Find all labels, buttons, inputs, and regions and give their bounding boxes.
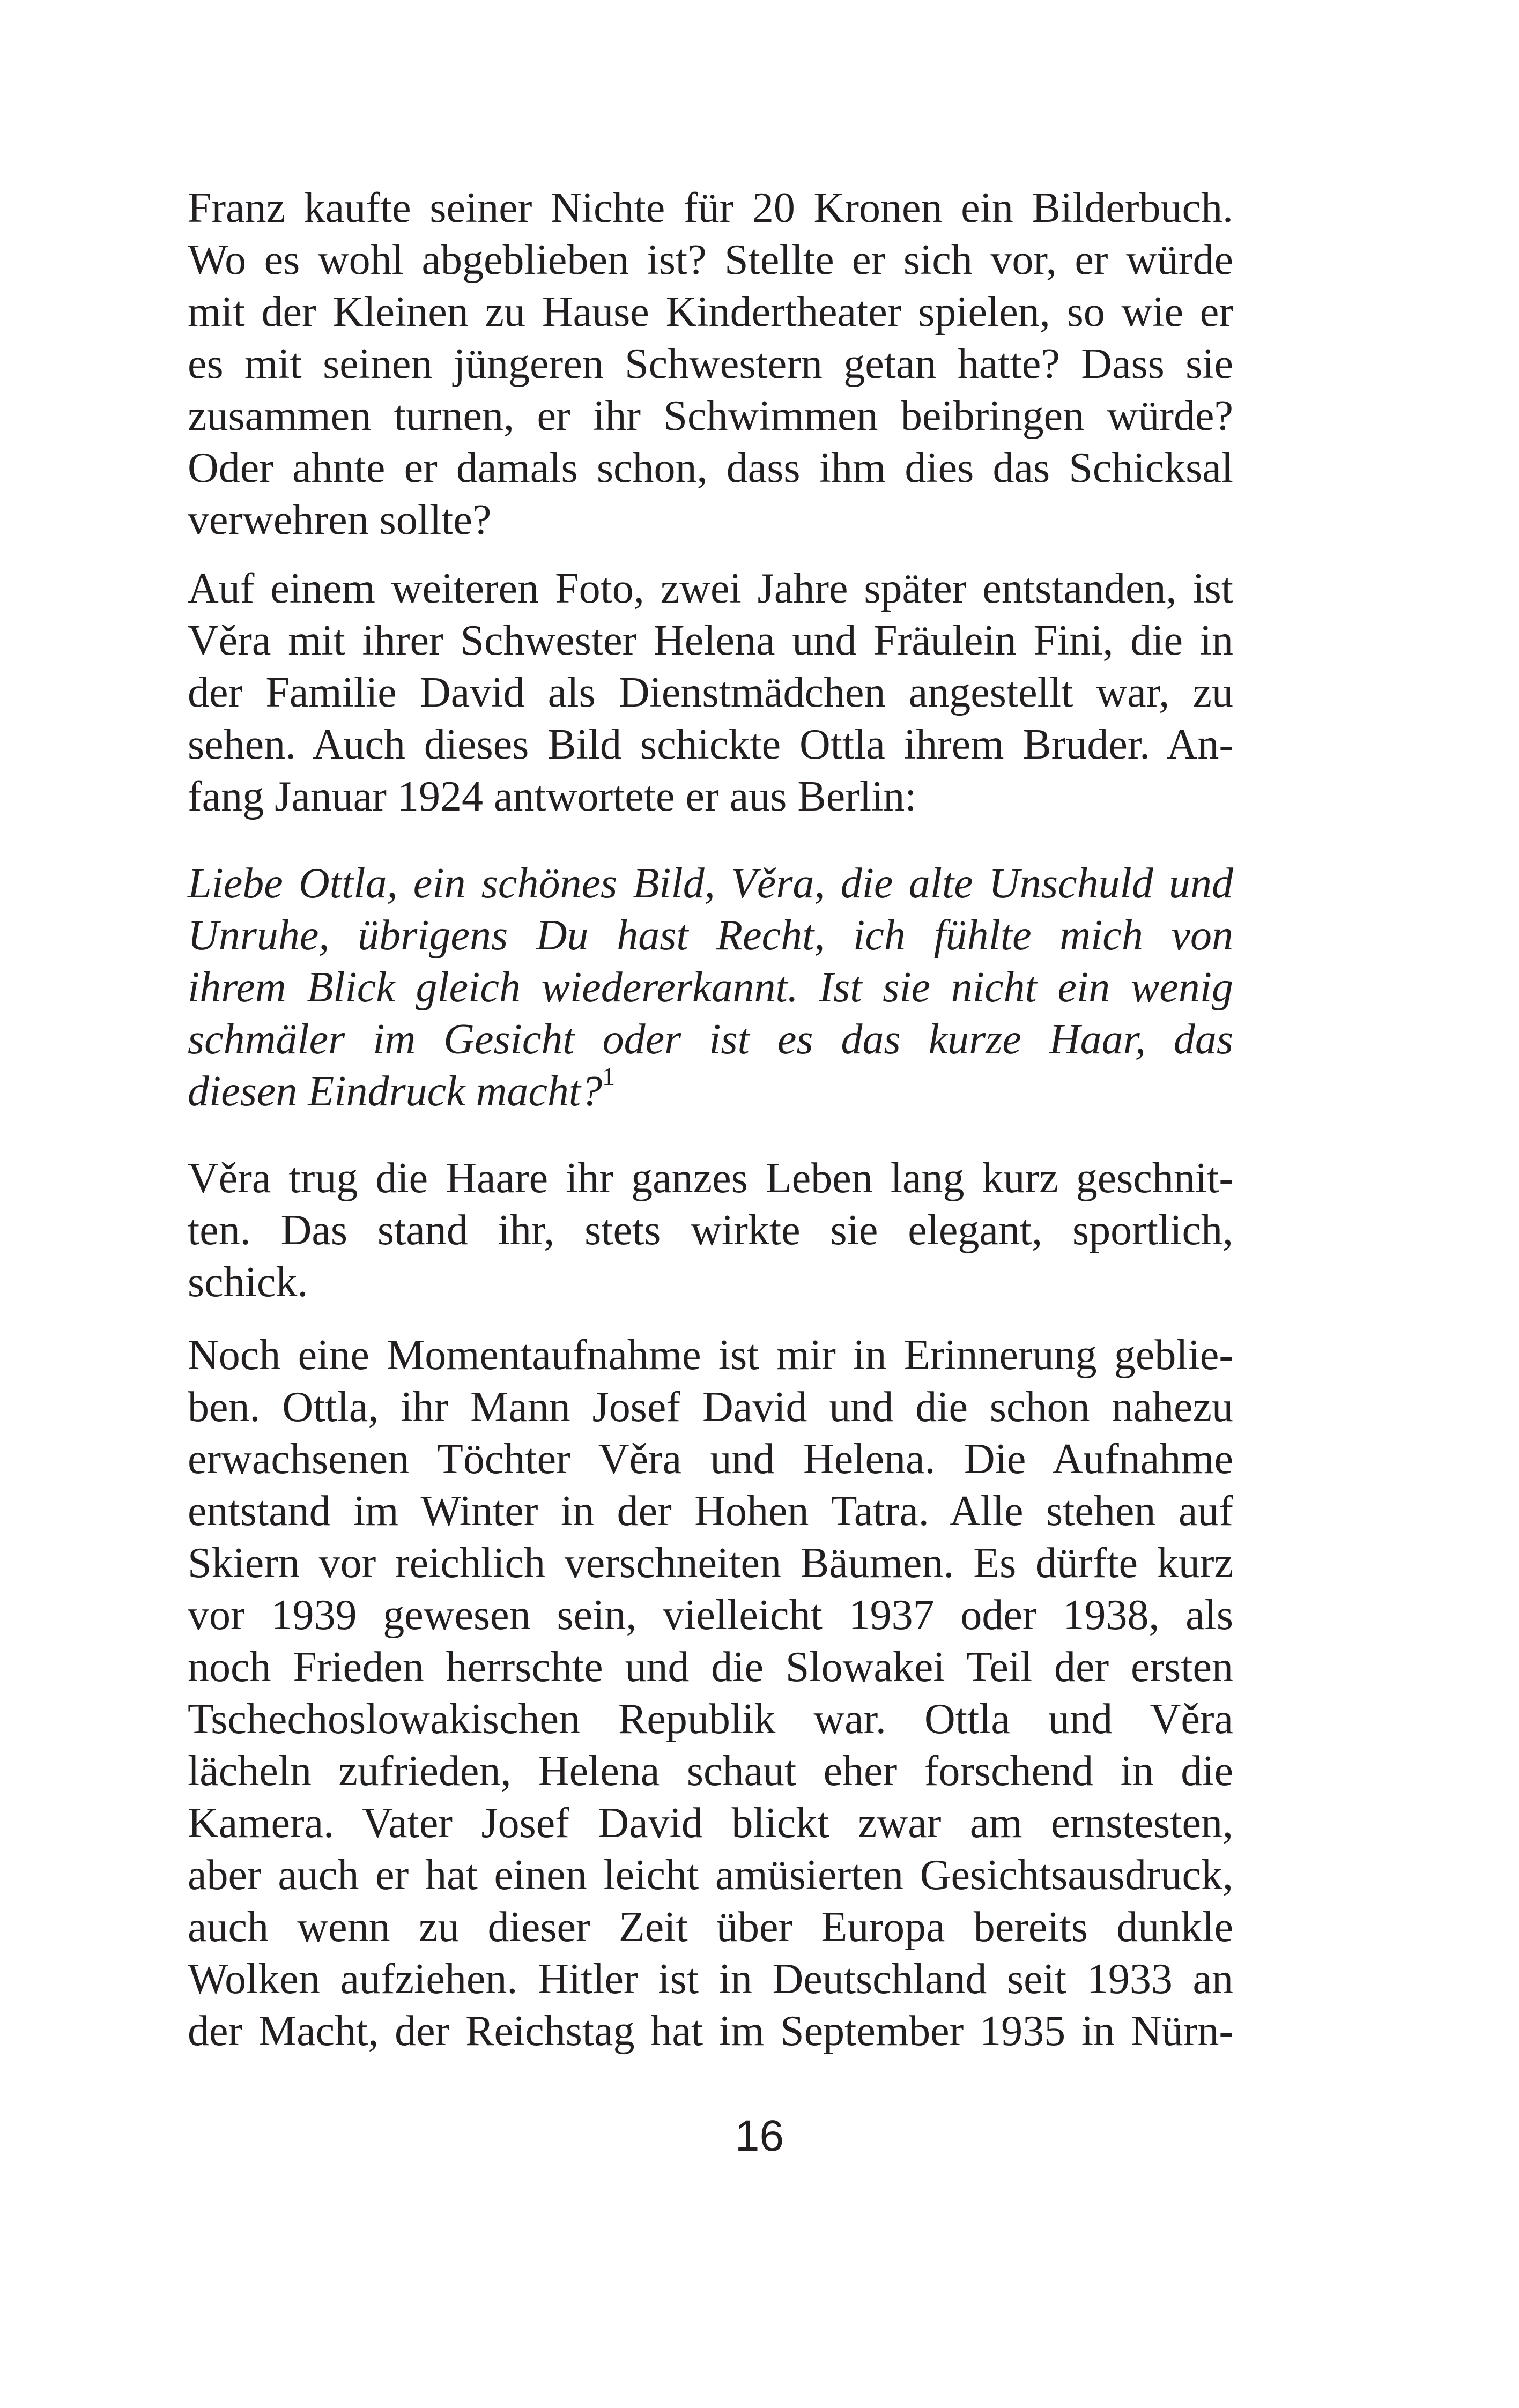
text-line: Kamera. Vater Josef David blickt zwar am ernstesten,	[188, 1800, 1233, 1847]
text-line: Věra trug die Haare ihr ganzes Leben lang kurz geschnit-	[188, 1155, 1233, 1202]
text-line: Oder ahnte er damals schon, dass ihm dies das Schicksal	[188, 444, 1233, 492]
text-line: der Macht, der Reichstag hat im September 1935 in Nürn-	[188, 2008, 1233, 2055]
text-line: ten. Das stand ihr, stets wirkte sie elegant, sportlich,	[188, 1207, 1233, 1254]
text-line: Věra mit ihrer Schwester Helena und Fräulein Fini, die in	[188, 617, 1233, 664]
text-line: aber auch er hat einen leicht amüsierten Gesichtsausdruck,	[188, 1852, 1233, 1899]
quote-line-text: diesen Eindruck macht?	[188, 1068, 603, 1115]
text-line: Franz kaufte seiner Nichte für 20 Kronen ein Bilderbuch.	[188, 184, 1233, 232]
text-line: sehen. Auch dieses Bild schickte Ottla ihrem Bruder. An-	[188, 721, 1233, 768]
paragraph-haare	[188, 1153, 1233, 1309]
text-line: Wo es wohl abgeblieben ist? Stellte er sich vor, er würde	[188, 236, 1233, 284]
page-number: 16	[735, 2112, 784, 2160]
quote-line	[188, 1062, 1233, 1118]
paragraph-momentaufnahme	[188, 1329, 1233, 2057]
quote-line: schmäler im Gesicht oder ist es das kurze Haar, das	[188, 1016, 1233, 1063]
text-line: noch Frieden herrschte und die Slowakei Teil der ersten	[188, 1644, 1233, 1691]
text-line: Skiern vor reichlich verschneiten Bäumen. Es dürfte kurz	[188, 1540, 1233, 1587]
text-line: zusammen turnen, er ihr Schwimmen beibringen würde?	[188, 392, 1233, 440]
text-line: Wolken aufziehen. Hitler ist in Deutschland seit 1933 an	[188, 1956, 1233, 2003]
text-line: entstand im Winter in der Hohen Tatra. Alle stehen auf	[188, 1488, 1233, 1535]
text-line: schick.	[188, 1259, 308, 1306]
text-line: Auf einem weiteren Foto, zwei Jahre später entstanden, ist	[188, 565, 1233, 612]
paragraph-bilderbuch	[188, 182, 1233, 546]
text-line: fang Januar 1924 antwortete er aus Berlin:	[188, 773, 917, 820]
text-line: vor 1939 gewesen sein, vielleicht 1937 oder 1938, als	[188, 1592, 1233, 1639]
text-line: Tschechoslowakischen Republik war. Ottla und Věra	[188, 1696, 1233, 1743]
text-line: Noch eine Momentaufnahme ist mir in Erinnerung geblie-	[188, 1332, 1233, 1379]
text-line: auch wenn zu dieser Zeit über Europa bereits dunkle	[188, 1904, 1233, 1951]
quote-line: Unruhe, übrigens Du hast Recht, ich fühlte mich von	[188, 912, 1233, 959]
quote-line: ihrem Blick gleich wiedererkannt. Ist sie nicht ein wenig	[188, 964, 1233, 1011]
letter-quote	[188, 858, 1233, 1118]
text-line: mit der Kleinen zu Hause Kindertheater spielen, so wie er	[188, 288, 1233, 336]
text-line: es mit seinen jüngeren Schwestern getan hatte? Dass sie	[188, 340, 1233, 388]
text-line: lächeln zufrieden, Helena schaut eher forschend in die	[188, 1748, 1233, 1795]
text-line: ben. Ottla, ihr Mann Josef David und die schon nahezu	[188, 1384, 1233, 1431]
text-line: erwachsenen Töchter Věra und Helena. Die Aufnahme	[188, 1436, 1233, 1483]
text-line: der Familie David als Dienstmädchen angestellt war, zu	[188, 669, 1233, 716]
text-line: verwehren sollte?	[188, 496, 492, 544]
paragraph-foto	[188, 563, 1233, 823]
quote-line: Liebe Ottla, ein schönes Bild, Věra, die alte Unschuld und	[188, 860, 1233, 907]
footnote-reference: 1	[602, 1062, 616, 1091]
